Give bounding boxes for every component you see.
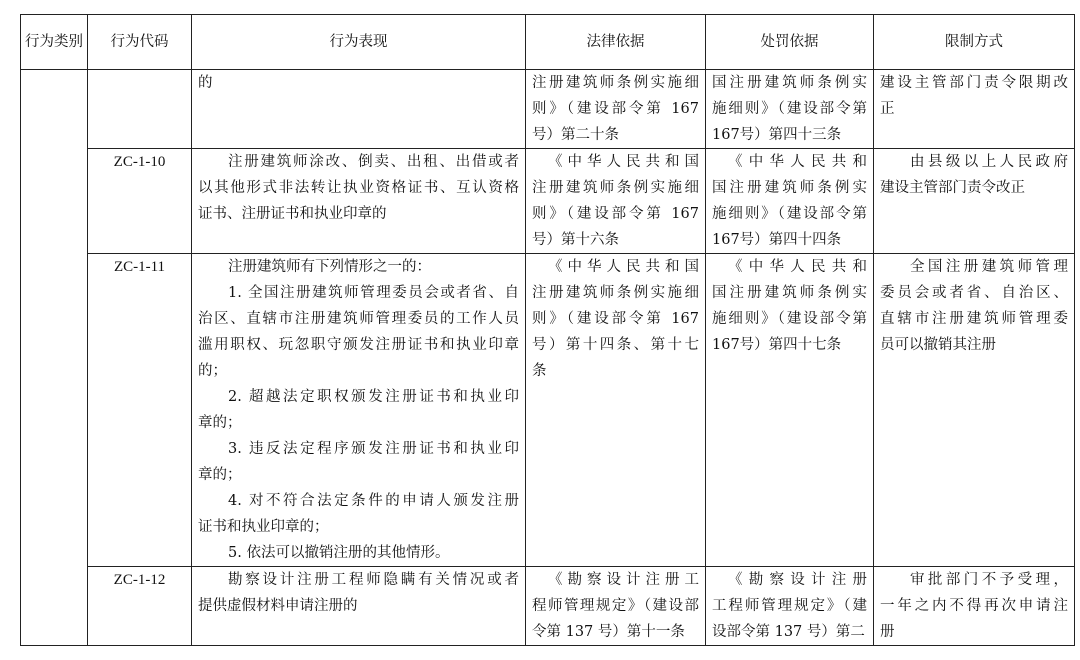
behavior-line: 以其他形式非法转让执业资格证书、互认资格 [198, 180, 519, 196]
behavior-line: 证书和执业印章的； [198, 519, 329, 535]
penalty-line: 设部令第 137 号）第二 [712, 624, 865, 640]
legal-line: 《勘察设计注册工 [548, 572, 699, 588]
penalty-line: 施细则》（建设部令第 [712, 311, 867, 327]
behavior-line: 提供虚假材料申请注册的 [198, 598, 358, 614]
behavior-cell [192, 567, 526, 646]
penalty-line: 国注册建筑师条例实 [712, 285, 867, 301]
penalty-line: 《中华人民共和 [728, 154, 867, 170]
behavior-line: 注册建筑师涂改、倒卖、出租、出借或者 [228, 154, 519, 170]
penalty-line: 167号）第四十三条 [712, 127, 842, 143]
legal-basis-cell [526, 567, 706, 646]
header-restriction: 限制方式 [874, 15, 1075, 70]
code-cell [88, 70, 192, 149]
restriction-cell [874, 149, 1075, 254]
penalty-line: 《中华人民共和 [728, 259, 867, 275]
header-legal-basis: 法律依据 [526, 15, 706, 70]
penalty-line: 167号）第四十四条 [712, 232, 842, 248]
header-code: 行为代码 [88, 15, 192, 70]
behavior-line: 的 [198, 75, 213, 91]
penalty-line: 工程师管理规定》（建 [712, 598, 867, 614]
behavior-line: 1. 全国注册建筑师管理委员会或者省、自 [228, 285, 519, 301]
restriction-line: 正 [880, 101, 895, 117]
restriction-line: 员可以撤销其注册 [880, 337, 996, 353]
table-row [21, 567, 1075, 646]
behavior-cell [192, 70, 526, 149]
restriction-line: 建设主管部门责令改正 [880, 180, 1025, 196]
restriction-line: 直辖市注册建筑师管理委 [880, 311, 1068, 327]
behavior-line: 章的； [198, 467, 242, 483]
restriction-line: 册 [880, 624, 895, 640]
legal-line: 号）第二十条 [532, 127, 619, 143]
header-category-label: 行为类别 [25, 34, 83, 50]
behavior-line: 证书、注册证书和执业印章的 [198, 206, 387, 222]
restriction-line: 由县级以上人民政府 [910, 154, 1068, 170]
legal-line: 则》（建设部令第 167 [532, 311, 699, 327]
behavior-cell [192, 149, 526, 254]
behavior-line: 治区、直辖市注册建筑师管理委员的工作人员 [198, 311, 519, 327]
behavior-line: 5. 依法可以撤销注册的其他情形。 [228, 545, 450, 561]
legal-line: 令第 137 号）第十一条 [532, 624, 685, 640]
behavior-cell [192, 254, 526, 567]
code-cell: ZC-1-10 [88, 149, 192, 254]
behavior-line: 4. 对不符合法定条件的申请人颁发注册 [228, 493, 519, 509]
table-row [21, 70, 1075, 149]
penalty-basis-cell [706, 567, 874, 646]
header-penalty-basis: 处罚依据 [706, 15, 874, 70]
legal-line: 程师管理规定》（建设部 [532, 598, 699, 614]
behavior-line: 章的； [198, 415, 242, 431]
table-row [21, 149, 1075, 254]
table-row [21, 254, 1075, 567]
behavior-line: 2. 超越法定职权颁发注册证书和执业印 [228, 389, 519, 405]
restriction-line: 委员会或者省、自治区、 [880, 285, 1068, 301]
restriction-line: 审批部门不予受理， [910, 572, 1068, 588]
restriction-cell [874, 567, 1075, 646]
legal-line: 条 [532, 363, 547, 379]
restriction-cell [874, 70, 1075, 149]
behavior-line: 3. 违反法定程序颁发注册证书和执业印 [228, 441, 519, 457]
legal-line: 注册建筑师条例实施细 [532, 285, 699, 301]
penalty-basis-cell [706, 254, 874, 567]
behavior-line: 勘察设计注册工程师隐瞒有关情况或者 [228, 572, 519, 588]
legal-line: 则》（建设部令第 167 [532, 206, 699, 222]
legal-line: 号）第十六条 [532, 232, 619, 248]
restriction-line: 建设主管部门责令限期改 [880, 75, 1068, 91]
regulation-table [20, 14, 1075, 646]
penalty-line: 施细则》（建设部令第 [712, 206, 867, 222]
header-category [21, 15, 88, 70]
code-cell: ZC-1-12 [88, 567, 192, 646]
penalty-basis-cell [706, 149, 874, 254]
behavior-line: 注册建筑师有下列情形之一的： [228, 259, 431, 275]
header-row [21, 15, 1075, 70]
legal-basis-cell [526, 149, 706, 254]
category-cell [21, 70, 88, 646]
penalty-line: 施细则》（建设部令第 [712, 101, 867, 117]
legal-basis-cell [526, 70, 706, 149]
behavior-line: 滥用职权、玩忽职守颁发注册证书和执业印章 [198, 337, 519, 353]
restriction-line: 全国注册建筑师管理 [910, 259, 1068, 275]
restriction-cell [874, 254, 1075, 567]
legal-line: 《中华人民共和国 [548, 259, 699, 275]
legal-line: 则》（建设部令第 167 [532, 101, 699, 117]
penalty-line: 国注册建筑师条例实 [712, 75, 867, 91]
penalty-line: 《勘察设计注册 [728, 572, 867, 588]
legal-line: 号）第十四条、第十七 [532, 337, 699, 353]
code-cell: ZC-1-11 [88, 254, 192, 567]
legal-line: 注册建筑师条例实施细 [532, 75, 699, 91]
restriction-line: 一年之内不得再次申请注 [880, 598, 1068, 614]
penalty-line: 167号）第四十七条 [712, 337, 842, 353]
penalty-line: 国注册建筑师条例实 [712, 180, 867, 196]
legal-basis-cell [526, 254, 706, 567]
behavior-line: 的； [198, 363, 227, 379]
header-behavior: 行为表现 [192, 15, 526, 70]
penalty-basis-cell [706, 70, 874, 149]
legal-line: 注册建筑师条例实施细 [532, 180, 699, 196]
legal-line: 《中华人民共和国 [548, 154, 699, 170]
